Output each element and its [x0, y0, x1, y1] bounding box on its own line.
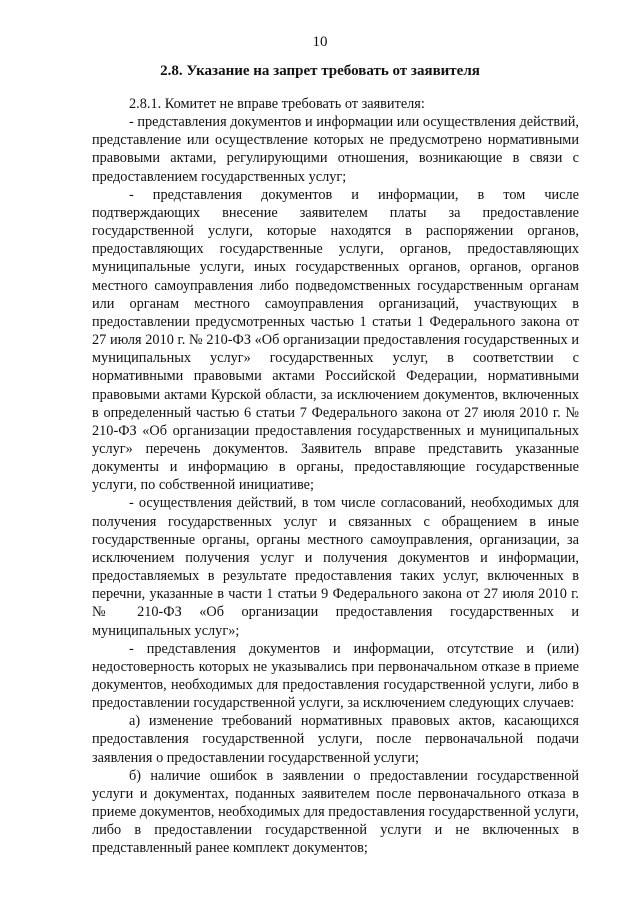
- paragraph-item: - представления документов и информации, отсутствие и (или) недостоверность которых не указывались при первоначальном отказе в приеме документов, необходимых для предоставления государственной услуги, либо в предоставлении государственной услуги, за исключением следующих случаев:: [92, 640, 579, 712]
- page-number: 10: [312, 34, 328, 50]
- paragraph-intro: 2.8.1. Комитет не вправе требовать от заявителя:: [129, 96, 425, 112]
- section-heading: 2.8. Указание на запрет требовать от заявителя: [160, 63, 480, 79]
- body-text: [92, 95, 579, 858]
- paragraph-item: - осуществления действий, в том числе согласований, необходимых для получения государственных услуг и связанных с обращением в иные государственные органы, органы местного самоуправления, организации, за исключением получения услуг и получения документов и информации, предоставляемых в результате предоставления таких услуг, включенных в перечни, указанные в части 1 статьи 9 Федерального закона от 27 июля 2010 г. № 210-ФЗ «Об организации предоставления государственных и муниципальных услуг»;: [92, 495, 579, 639]
- paragraph-item: - представления документов и информации или осуществления действий, представление или осуществление которых не предусмотрено нормативными правовыми актами, регулирующими отношения, возникающие в связи с предоставлением государственных услуг;: [92, 114, 579, 185]
- paragraph-item: - представления документов и информации, в том числе подтверждающих внесение заявителем платы за предоставление государственной услуги, которые находятся в распоряжении органов, предоставляющих государственные услуги, органов, предоставляющих муниципальные услуги, иных государственных органов, органов, органов местного самоуправления либо подведомственных государственным органам или органам местного самоуправления организаций, участвующих в предоставлении предусмотренных частью 1 статьи 1 Федерального закона от 27 июля 2010 г. № 210-ФЗ «Об организации предоставления государственных и муниципальных услуг» государственных услуг, в соответствии с нормативными правовыми актами Российской Федерации, нормативными правовыми актами Курской области, за исключением документов, включенных в определенный частью 6 статьи 7 Федерального закона от 27 июля 2010 г. № 210-ФЗ «Об организации предоставления государственных и муниципальных услуг» перечень документов. Заявитель вправе представить указанные документы и информацию в органы, предоставляющие государственные услуги, по собственной инициативе;: [92, 186, 579, 494]
- paragraph-subitem-b: б) наличие ошибок в заявлении о предоставлении государственной услуги и документах, поданных заявителем после первоначального отказа в приеме документов, необходимых для предоставления государственной услуги, либо в предоставлении государственной услуги и не включенных в представленный ранее комплект документов;: [92, 767, 579, 857]
- paragraph-subitem-a: а) изменение требований нормативных правовых актов, касающихся предоставления государственной услуги, после первоначальной подачи заявления о предоставлении государственной услуги;: [92, 713, 579, 766]
